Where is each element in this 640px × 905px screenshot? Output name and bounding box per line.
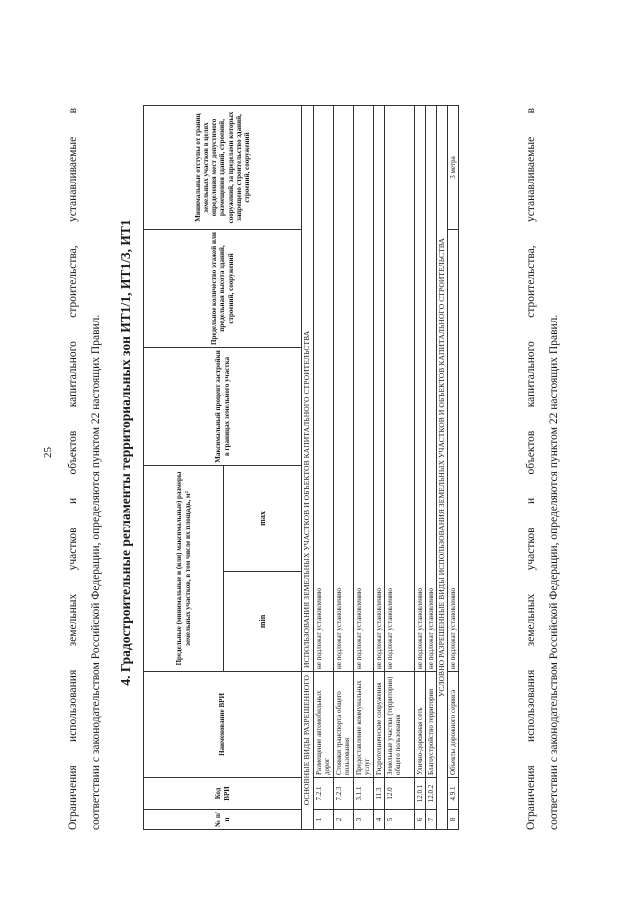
- table-row: [414, 106, 425, 830]
- header-code: Код ВРИ: [144, 778, 302, 810]
- table-row: [373, 106, 384, 830]
- row-code: 3.1.1: [353, 778, 373, 810]
- header-num: № п/п: [144, 810, 302, 830]
- row-name: Объекты дорожного сервиса: [448, 672, 459, 778]
- header-setback: Минимальные отступы от границ земельных участков в целях определения мест допустимого размещения зданий, строений, сооружений, за пределами которых запрещено строительство зданий, строений, сооружений: [144, 106, 302, 230]
- header-size-group: Предельные (минимальные и (или) максимальные) размеры земельных участков, в том числе их площадь, м²: [144, 466, 224, 672]
- row-name: Стоянки транспорта общего пользования: [333, 672, 353, 778]
- row-value: не подлежат установлению: [414, 106, 425, 672]
- row-code: 12.0: [384, 778, 414, 810]
- row-value: не подлежат установлению: [333, 106, 353, 672]
- row-num: 5: [384, 810, 414, 830]
- row-name: Гидротехнические сооружения: [373, 672, 384, 778]
- paragraph-line-2: соответствии с законодательством Российской Федерации, определяются пунктом 22 настоящих Правил.: [548, 314, 560, 830]
- row-num: 3: [353, 810, 373, 830]
- row-value: не подлежат установлению: [373, 106, 384, 672]
- row-name: Земельные участки (территории) общего пользования: [384, 672, 414, 778]
- row-code: 12.0.1: [414, 778, 425, 810]
- restrictions-paragraph-bottom: [520, 108, 566, 830]
- row-name: Благоустройство территории: [425, 672, 436, 778]
- header-min: min: [224, 572, 302, 672]
- row-value: не подлежат установлению: [353, 106, 373, 672]
- zone-regulations-table: [143, 105, 459, 830]
- section-main-label-left: ОСНОВНЫЕ ВИДЫ РАЗРЕШЕННОГО: [302, 672, 314, 830]
- header-floors: Предельное количество этажей или предельная высота зданий, строений, сооружений: [144, 230, 302, 348]
- table-row: [425, 106, 436, 830]
- paragraph-line-2: соответствии с законодательством Российской Федерации, определяются пунктом 22 настоящих Правил.: [90, 314, 102, 830]
- section-conditional-row: [436, 106, 448, 830]
- row-value: не подлежат установлению: [448, 230, 459, 672]
- row-num: 1: [313, 810, 333, 830]
- row-value: не подлежат установлению: [313, 106, 333, 672]
- table-row: [353, 106, 373, 830]
- row-num: 4: [373, 810, 384, 830]
- paragraph-line-1: Ограничения использования земельных участков и объектов капитального строительства, устанавливаемые в: [525, 108, 537, 830]
- section-main-label-right: ИСПОЛЬЗОВАНИЯ ЗЕМЕЛЬНЫХ УЧАСТКОВ И ОБЪЕКТОВ КАПИТАЛЬНОГО СТРОИТЕЛЬСТВА: [302, 106, 314, 672]
- row-num: 6: [414, 810, 425, 830]
- table-row: [313, 106, 333, 830]
- section-main-row: [302, 106, 314, 830]
- row-num: 8: [448, 810, 459, 830]
- row-code: 7.2.1: [313, 778, 333, 810]
- row-name: Предоставление коммунальных услуг: [353, 672, 373, 778]
- paragraph-line-1: Ограничения использования земельных участков и объектов капитального строительства, устанавливаемые в: [67, 108, 79, 830]
- header-name: Наименование ВРИ: [144, 672, 302, 778]
- section-heading: 4. Градостроительные регламенты территориальных зон ИТ1/1, ИТ1/3, ИТ1: [118, 219, 133, 686]
- section-conditional-label: УСЛОВНО РАЗРЕШЕННЫЕ ВИДЫ ИСПОЛЬЗОВАНИЯ ЗЕМЕЛЬНЫХ УЧАСТКОВ И ОБЪЕКТОВ КАПИТАЛЬНОГО СТРОИТЕЛЬСТВА: [436, 106, 448, 830]
- table-row: [384, 106, 414, 830]
- header-max: max: [224, 466, 302, 572]
- row-num: 7: [425, 810, 436, 830]
- page-number: 25: [42, 447, 54, 458]
- row-setback: 3 метра: [448, 106, 459, 230]
- row-value: не подлежат установлению: [384, 106, 414, 672]
- row-name: Улично-дорожная сеть: [414, 672, 425, 778]
- row-num: 2: [333, 810, 353, 830]
- table-row: [333, 106, 353, 830]
- row-value: не подлежат установлению: [425, 106, 436, 672]
- row-code: 12.0.2: [425, 778, 436, 810]
- restrictions-paragraph-top: [62, 108, 108, 830]
- row-code: 7.2.3: [333, 778, 353, 810]
- header-percent: Максимальный процент застройки в границах земельного участка: [144, 348, 302, 466]
- table-row: [448, 106, 459, 830]
- row-code: 11.3: [373, 778, 384, 810]
- row-name: Размещение автомобильных дорог: [313, 672, 333, 778]
- row-code: 4.9.1: [448, 778, 459, 810]
